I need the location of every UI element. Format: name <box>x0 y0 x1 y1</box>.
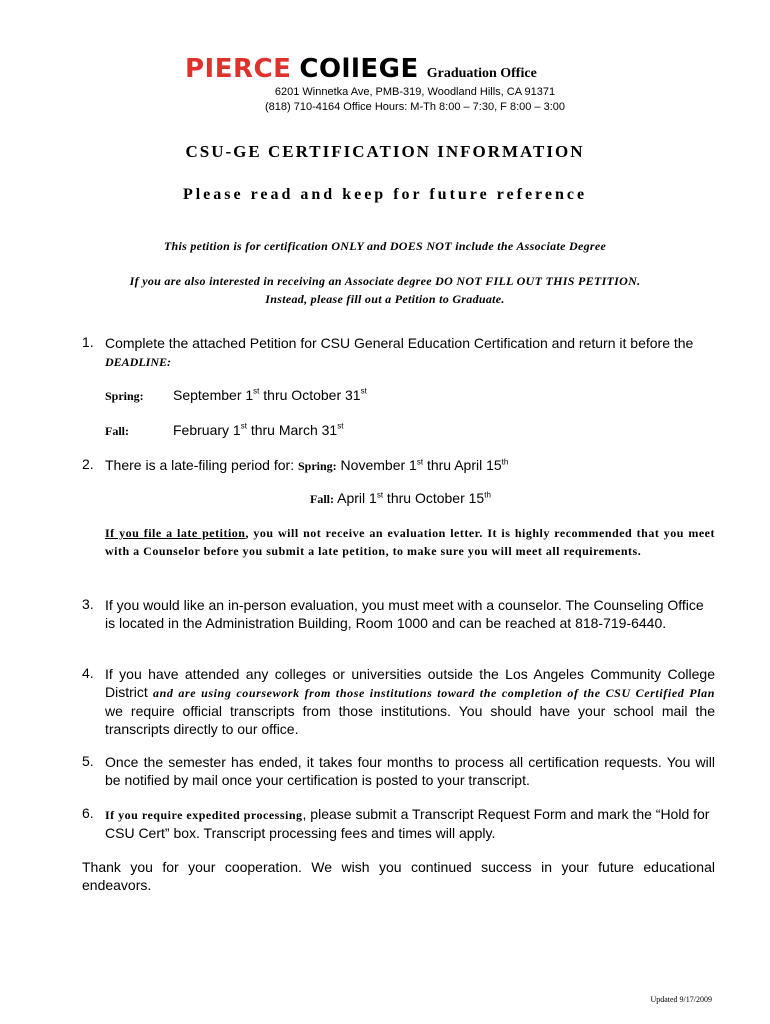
logo-pierce-text: PIERCE <box>185 54 292 84</box>
item-number: 6. <box>82 805 94 821</box>
item-number: 4. <box>82 665 94 681</box>
fall-label: Fall: <box>105 424 129 438</box>
late-petition-underlined: If you file a late petition <box>105 526 246 540</box>
late-spring-end-sup: th <box>501 457 509 467</box>
fall-deadline-row <box>105 421 343 440</box>
item-1-text <box>105 334 715 371</box>
item-number: 1. <box>82 334 94 350</box>
item-4-part-c: we require official transcripts from those institutions. You should have your school mail the transcripts directly to our office. <box>105 703 715 737</box>
item-number: 2. <box>82 456 94 472</box>
closing-message: Thank you for your cooperation. We wish you continued success in your future educational endeavors. <box>82 859 715 893</box>
item-2-body: There is a late-filing period for: <box>105 457 298 473</box>
item-2-text <box>105 456 715 475</box>
page-subtitle: Please read and keep for future reference <box>182 186 588 203</box>
associate-degree-notice-line2: Instead, please fill out a Petition to Graduate. <box>265 292 505 306</box>
updated-date: Updated 9/17/2009 <box>650 995 712 1004</box>
late-fall-end: thru October 15 <box>383 490 485 506</box>
fall-end-sup: st <box>337 421 344 431</box>
spring-end-sup: st <box>360 386 367 396</box>
item-4-text <box>105 665 715 738</box>
late-spring-start-sup: st <box>416 457 424 467</box>
logo-college-text: COllEGE <box>299 54 419 84</box>
item-6-text <box>105 805 715 842</box>
late-spring-end: thru April 15 <box>423 457 502 473</box>
item-4-part-b: and are using coursework from those institutions toward the completion of the CSU Certified Plan <box>152 686 715 700</box>
late-petition-warning <box>105 524 715 560</box>
certification-only-notice: This petition is for certification ONLY and DOES NOT include the Associate Degree <box>163 239 607 253</box>
office-name: Graduation Office <box>426 66 537 81</box>
item-6-bold: If you require expedited processing <box>105 808 303 822</box>
late-fall-start-sup: st <box>376 490 384 500</box>
item-5-text: Once the semester has ended, it takes four months to process all certification requests. You will be notified by mail once your certification is posted to your transcript. <box>105 754 715 788</box>
item-3-text: If you would like an in-person evaluation, you must meet with a counselor. The Counseling Office is located in the Administration Building, Room 1000 and can be reached at 818-719-6440. <box>105 597 704 631</box>
spring-start-sup: st <box>253 386 260 396</box>
item-1-body: Complete the attached Petition for CSU General Education Certification and return it before the <box>105 335 694 351</box>
spring-start: September 1 <box>173 387 254 403</box>
late-fall-end-sup: th <box>484 490 491 500</box>
deadline-label: DEADLINE: <box>105 355 172 369</box>
item-4-part-a: If you have attended any colleges or universities outside the Los Angeles Community College District <box>105 666 715 700</box>
item-number: 3. <box>82 596 94 612</box>
page-title: CSU-GE CERTIFICATION INFORMATION <box>185 142 585 161</box>
item-6-rest: , please submit a Transcript Request Form and mark the “Hold for CSU Cert” box. Transcript processing fees and times will apply. <box>105 806 710 841</box>
late-fall-label: Fall: <box>310 492 334 506</box>
late-spring-start: November 1 <box>336 457 417 473</box>
spring-label: Spring: <box>105 389 144 403</box>
late-fall-start: April 1 <box>334 490 377 506</box>
fall-start: February 1 <box>173 422 241 438</box>
associate-degree-notice-line1: If you are also interested in receiving an Associate degree DO NOT FILL OUT THIS PETITION. <box>129 274 641 288</box>
late-petition-rest: , you will not receive an evaluation letter. It is highly recommended that you meet with a Counselor before you submit a late petition, to make sure you will meet all requirements. <box>105 526 715 558</box>
address-line: 6201 Winnetka Ave, PMB-319, Woodland Hills, CA 91371 <box>274 86 556 98</box>
phone-hours-line: (818) 710-4164 Office Hours: M-Th 8:00 – 7:30, F 8:00 – 3:00 <box>264 101 566 113</box>
late-spring-label: Spring: <box>297 459 337 473</box>
college-logo <box>185 54 537 84</box>
fall-end: thru March 31 <box>246 422 338 438</box>
late-fall-row <box>310 490 491 507</box>
item-number: 5. <box>82 753 94 769</box>
fall-start-sup: st <box>240 421 247 431</box>
spring-deadline-row <box>105 386 367 405</box>
spring-end: thru October 31 <box>259 387 361 403</box>
